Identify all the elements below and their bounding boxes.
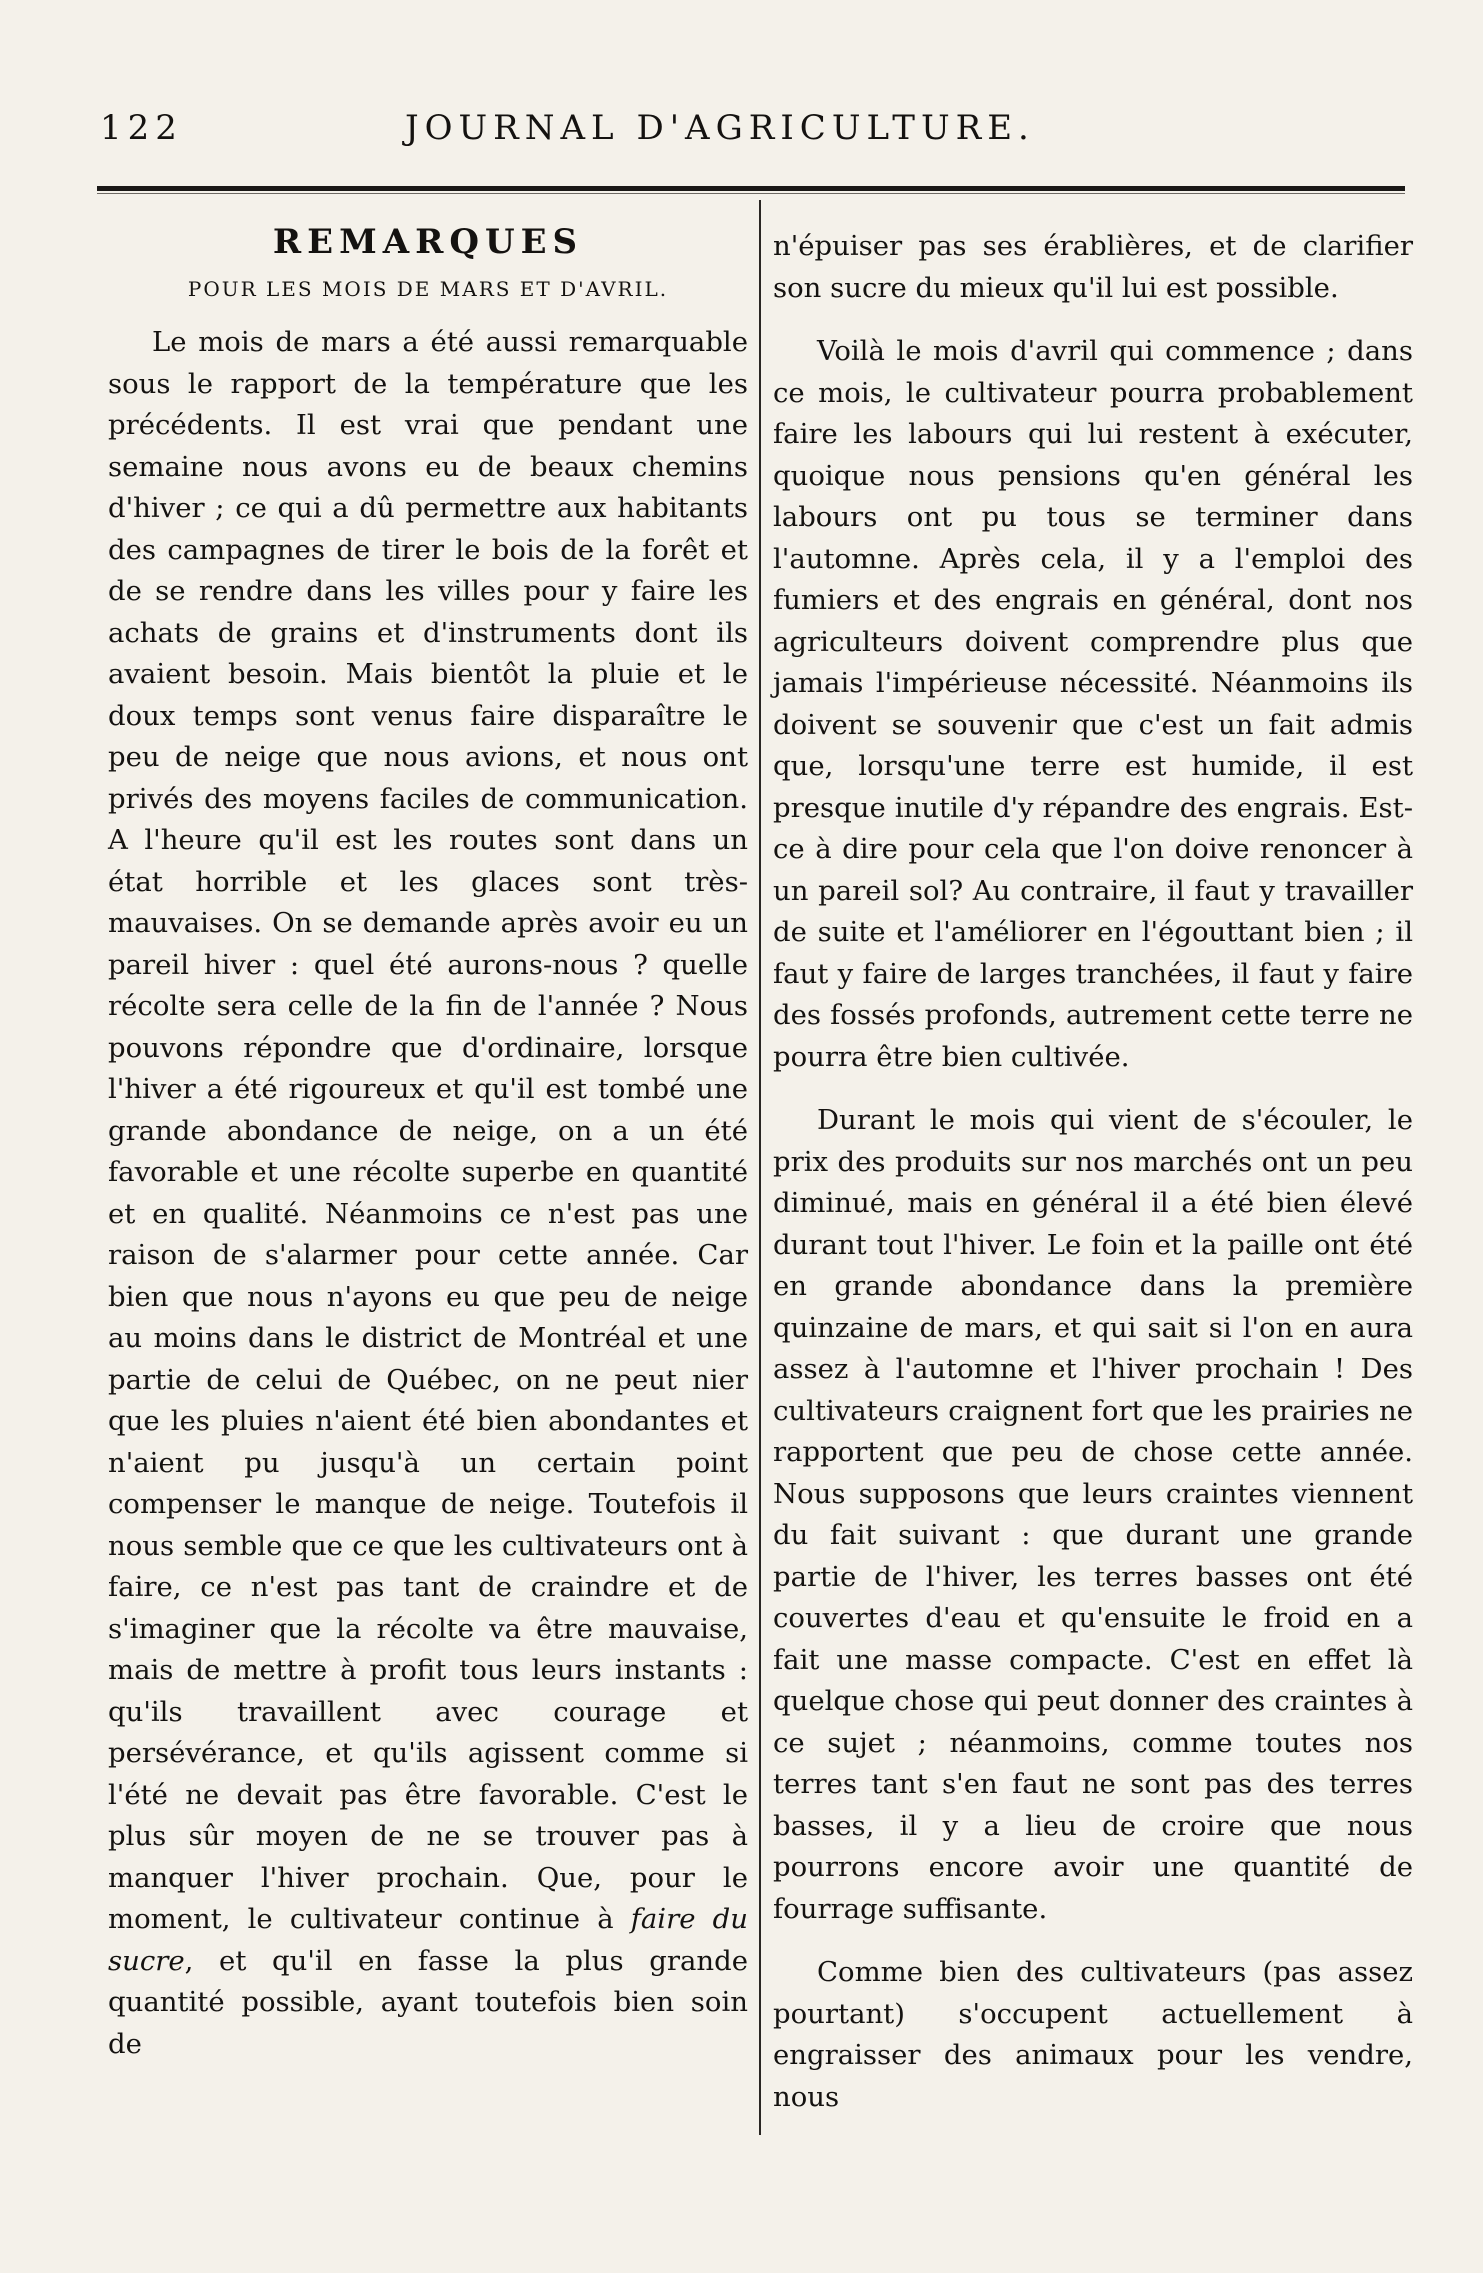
paragraph: Durant le mois qui vient de s'écouler, le prix des produits sur nos marchés ont un peu diminué, mais en général il a été bien élevé durant tout l'hiver. Le foin et la paille ont été en grande abondance dans la première quinzaine de mars, et qui sait si l'on en aura assez à l'automne et l'hiver prochain ! Des cultivateurs craignent fort que les prairies ne rapportent que peu de chose cette année. Nous supposons que leurs craintes viennent du fait suivant : que durant une grande partie de l'hiver, les terres basses ont été couvertes d'eau et qu'ensuite le froid en a fait une masse compacte. C'est en effet là quelque chose qui peut donner des craintes à ce sujet ; néanmoins, comme toutes nos terres tant s'en faut ne sont pas des terres basses, il y a lieu de croire que nous pourrons encore avoir une quantité de fourrage suffisante. bbox=[773, 1104, 1413, 1925]
journal-title: JOURNAL D'AGRICULTURE. bbox=[405, 108, 1035, 148]
header-rule-thin bbox=[97, 193, 1405, 194]
italic-phrase: faire du sucre bbox=[108, 1903, 748, 1977]
paragraph bbox=[108, 322, 748, 2065]
page-number: 122 bbox=[100, 108, 183, 148]
right-column bbox=[773, 226, 1413, 2118]
paragraph: Comme bien des cultivateurs (pas assez pourtant) s'occupent actuellement à engraisser des animaux pour les vendre, nous bbox=[773, 1956, 1413, 2113]
paragraph: n'épuiser pas ses érablières, et de clarifier son sucre du mieux qu'il lui est possible. bbox=[773, 230, 1413, 304]
paragraph: Voilà le mois d'avril qui commence ; dans ce mois, le cultivateur pourra probablement faire les labours qui lui restent à exécuter, quoique nous pensions qu'en général les labours ont pu tous se terminer dans l'automne. Après cela, il y a l'emploi des fumiers et des engrais en général, dont nos agriculteurs doivent comprendre plus que jamais l'impérieuse nécessité. Néanmoins ils doivent se souvenir que c'est un fait admis que, lorsqu'une terre est humide, il est presque inutile d'y répandre des engrais. Est-ce à dire pour cela que l'on doive renoncer à un pareil sol? Au contraire, il faut y travailler de suite et l'améliorer en l'égouttant bien ; il faut y faire de larges tranchées, il faut y faire des fossés profonds, autrement cette terre ne pourra être bien cultivée. bbox=[773, 335, 1413, 1073]
running-header bbox=[100, 108, 1100, 158]
paragraph-text: , et qu'il en fasse la plus grande quantité possible, ayant toutefois bien soin de bbox=[108, 1944, 748, 2060]
paragraph-text: Le mois de mars a été aussi remarquable sous le rapport de la température que les précédents. Il est vrai que pendant une semaine nous avons eu de beaux chemins d'hiver ; ce qui a dû permettre aux habitants des campagnes de tirer le bois de la forêt et de se rendre dans les villes pour y faire les achats de grains et d'instruments dont ils avaient besoin. Mais bientôt la pluie et le doux temps sont venus faire disparaître le peu de neige que nous avions, et nous ont privés des moyens faciles de communication. A l'heure qu'il est les routes sont dans un état horrible et les glaces sont très-mauvaises. On se demande après avoir eu un pareil hiver : quel été aurons-nous ? quelle récolte sera celle de la fin de l'année ? Nous pouvons répondre que d'ordinaire, lorsque l'hiver a été rigoureux et qu'il est tombé une grande abondance de neige, on a un été favorable et une récolte superbe en quantité et en qualité. Néanmoins ce n'est pas une raison de s'alarmer pour cette année. Car bien que nous n'ayons eu que peu de neige au moins dans le district de Montréal et une partie de celui de Québec, on ne peut nier que les pluies n'aient été bien abondantes et n'aient pu jusqu'à un certain point compenser le manque de neige. Toutefois il nous semble que ce que les cultivateurs ont à faire, ce n'est pas tant de craindre et de s'imaginer que la récolte va être mauvaise, mais de mettre à profit tous leurs instants : qu'ils travaillent avec courage et persévérance, et qu'ils agissent comme si l'été ne devait pas être favorable. C'est le plus sûr moyen de ne se trouver pas à manquer l'hiver prochain. Que, pour le moment, le cultivateur continue à bbox=[108, 326, 748, 1935]
header-rule bbox=[97, 186, 1405, 191]
column-divider bbox=[759, 200, 761, 2135]
article-subtitle: POUR LES MOIS DE MARS ET D'AVRIL. bbox=[187, 277, 669, 301]
left-column bbox=[108, 220, 748, 2065]
article-title: REMARQUES bbox=[272, 222, 584, 262]
